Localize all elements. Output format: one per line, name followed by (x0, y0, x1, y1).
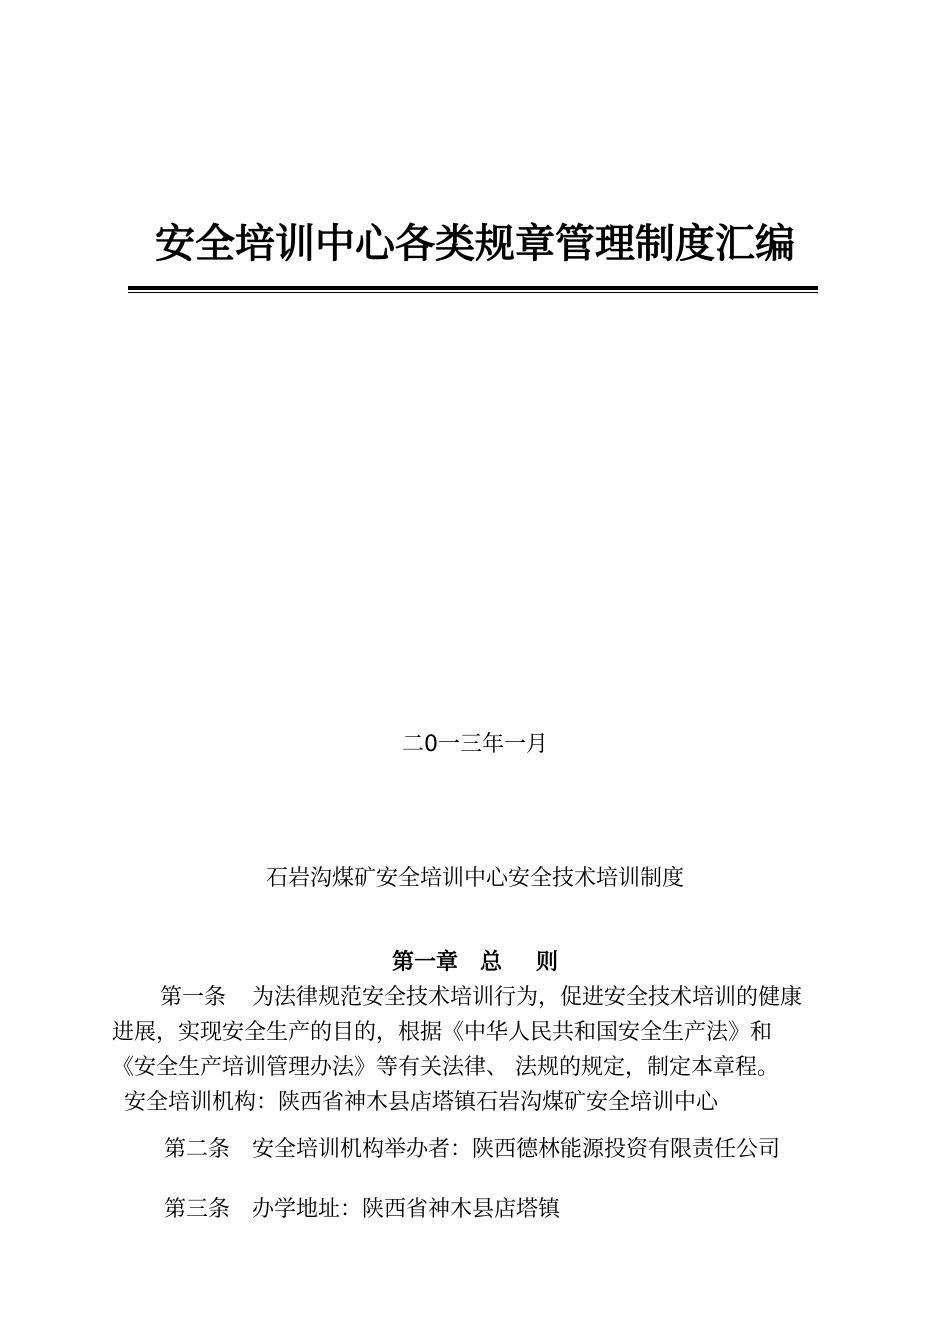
title-rule-thick-line (128, 286, 818, 290)
article-1-line-4: 安全培训机构：陕西省神木县店塔镇石岩沟煤矿安全培训中心 (124, 1090, 719, 1115)
article-2-text: 安全培训机构举办者：陕西德林能源投资有限责任公司 (252, 1137, 781, 1162)
article-3-text: 办学地址：陕西省神木县店塔镇 (252, 1197, 561, 1222)
chapter-number: 第一章 (391, 950, 458, 975)
article-1-label: 第一条 (160, 985, 227, 1010)
title-rule-thin-line (128, 292, 818, 293)
cover-date: 二0一三年一月 (402, 732, 548, 757)
title-double-rule (128, 286, 818, 293)
chapter-word-2: 则 (536, 950, 559, 975)
document-subtitle: 石岩沟煤矿安全培训中心安全技术培训制度 (265, 866, 684, 891)
article-2-line (164, 1132, 780, 1167)
article-1-text-1: 为法律规范安全技术培训行为，促进安全技术培训的健康 (252, 985, 803, 1010)
article-1-line-3: 《安全生产培训管理办法》等有关法律、 法规的规定，制定本章程。 (112, 1055, 779, 1080)
article-2-label: 第二条 (164, 1137, 231, 1162)
article-3-line (164, 1192, 560, 1227)
chapter-word-1: 总 (479, 950, 502, 975)
article-1-line-1 (160, 980, 802, 1015)
chapter-heading (0, 948, 950, 978)
cover-title: 安全培训中心各类规章管理制度汇编 (155, 221, 795, 267)
article-3-label: 第三条 (164, 1197, 231, 1222)
article-1-line-2: 进展，实现安全生产的目的，根据《中华人民共和国安全生产法》和 (112, 1020, 773, 1045)
